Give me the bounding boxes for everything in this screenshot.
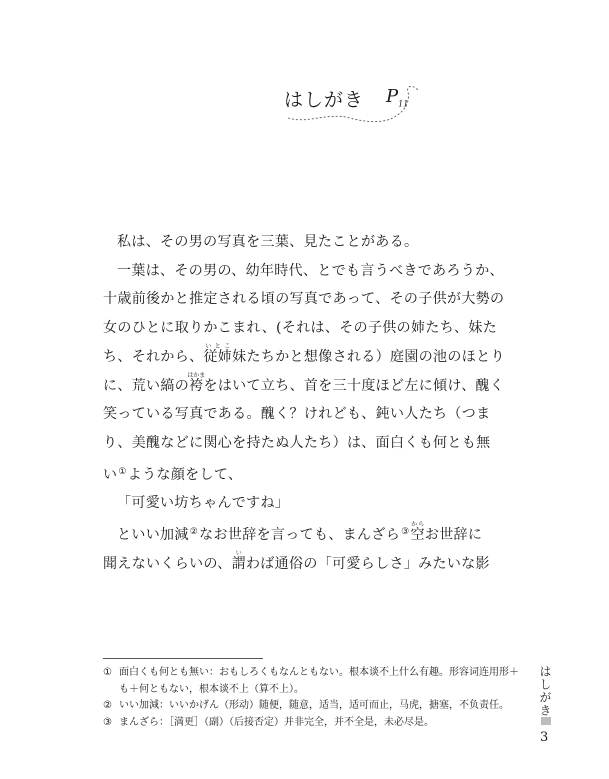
text-run: 妹たちかと想像される）庭園の池のほとり (232, 348, 505, 365)
footnote-text: 面白くも何とも無い：おもしろくもなんともない。根本谈不上什么有趣。形容词连用形＋も＋何ともない，根本谈不上（算不上）。 (119, 667, 519, 695)
furigana-base: 謂 (231, 555, 246, 572)
footnote-marker[interactable]: ③ (401, 527, 410, 538)
text-run: ち、それから、 (103, 348, 204, 365)
text-run: に、荒い縞の (103, 377, 190, 394)
text-run: り、美醜などに関心を持たぬ人たち）は、面白くも何とも無 (103, 434, 491, 451)
page-number: 3 (540, 730, 549, 745)
running-chapter-label: はしがき (538, 665, 552, 717)
footnote-text: いい加減：いいかげん（形动）随便，随意，适当，适可而止，马虎，搪塞，不负责任。 (119, 700, 509, 711)
furigana-base: 袴 (187, 377, 206, 394)
text-run: 十歳前後かと推定される頃の写真であって、その子供が大勢の (103, 291, 505, 308)
text-run: なお世辞を言っても、まんざら (199, 527, 401, 544)
text-line (103, 285, 523, 314)
footnote-marker[interactable]: ① (118, 466, 127, 477)
furigana-reading: いとこ (203, 342, 233, 350)
footnote-item (103, 698, 521, 715)
furigana-reading: い (231, 549, 246, 557)
footnote-number: ① (103, 667, 112, 678)
furigana-base: 従姉 (203, 348, 233, 365)
page-reference-letter: P (386, 86, 399, 107)
text-line (103, 257, 523, 286)
text-line (103, 343, 523, 372)
text-line (103, 228, 523, 257)
text-line (103, 400, 523, 429)
text-run: わば通俗の「可愛らしさ」みたいな影 (245, 555, 490, 572)
text-run: をはいて立ち、首を三十度ほど左に傾け、醜く (203, 377, 505, 394)
text-line (103, 372, 523, 401)
text-line (103, 518, 523, 550)
text-run: い (103, 466, 118, 483)
text-run: といい加減 (117, 527, 189, 544)
chapter-title: はしがき (284, 89, 365, 111)
furigana-word (203, 342, 233, 365)
text-line (103, 314, 523, 343)
footnote-item (103, 665, 521, 698)
footnote-item (103, 715, 521, 732)
text-line (103, 429, 523, 458)
text-run: 私は、その男の写真を三葉、見たことがある。 (117, 234, 419, 250)
furigana-word (231, 549, 246, 572)
text-run: 「可愛い坊ちゃんですね」 (117, 495, 290, 512)
text-run: 一葉は、その男の、幼年時代、とでも言うべきであろうか、 (117, 262, 504, 279)
text-run: お世辞に (424, 527, 483, 544)
text-run: ような顔をして、 (127, 466, 243, 483)
text-line (103, 458, 523, 490)
footnote-number: ② (103, 700, 112, 711)
chapter-heading (278, 82, 428, 130)
text-run: 聞えないくらいの、 (103, 555, 232, 572)
furigana-reading: はかま (187, 371, 206, 379)
page-reference-number: 11 (398, 99, 409, 109)
footnotes (103, 665, 521, 731)
page-reference-mark (386, 86, 408, 109)
running-label-marker (541, 717, 551, 725)
main-text (103, 228, 523, 578)
text-line (103, 550, 523, 579)
footnote-number: ③ (103, 716, 112, 728)
furigana-word (410, 521, 425, 544)
footnote-divider (103, 658, 263, 659)
furigana-reading: から (410, 521, 425, 529)
furigana-base: 空 (410, 527, 425, 544)
footnote-marker[interactable]: ② (189, 527, 199, 538)
text-run: 笑っている写真である。醜く？けれども、鈍い人たち（つま (103, 406, 491, 423)
furigana-word (187, 371, 206, 394)
text-line (103, 489, 523, 518)
footnote-text: まんざら：［満更］（副）（后接否定）并非完全，并不全是，未必尽是。 (119, 716, 434, 728)
text-run: 女のひとに取りかこまれ、(それは、その子供の姉たち、妹た (103, 320, 498, 337)
